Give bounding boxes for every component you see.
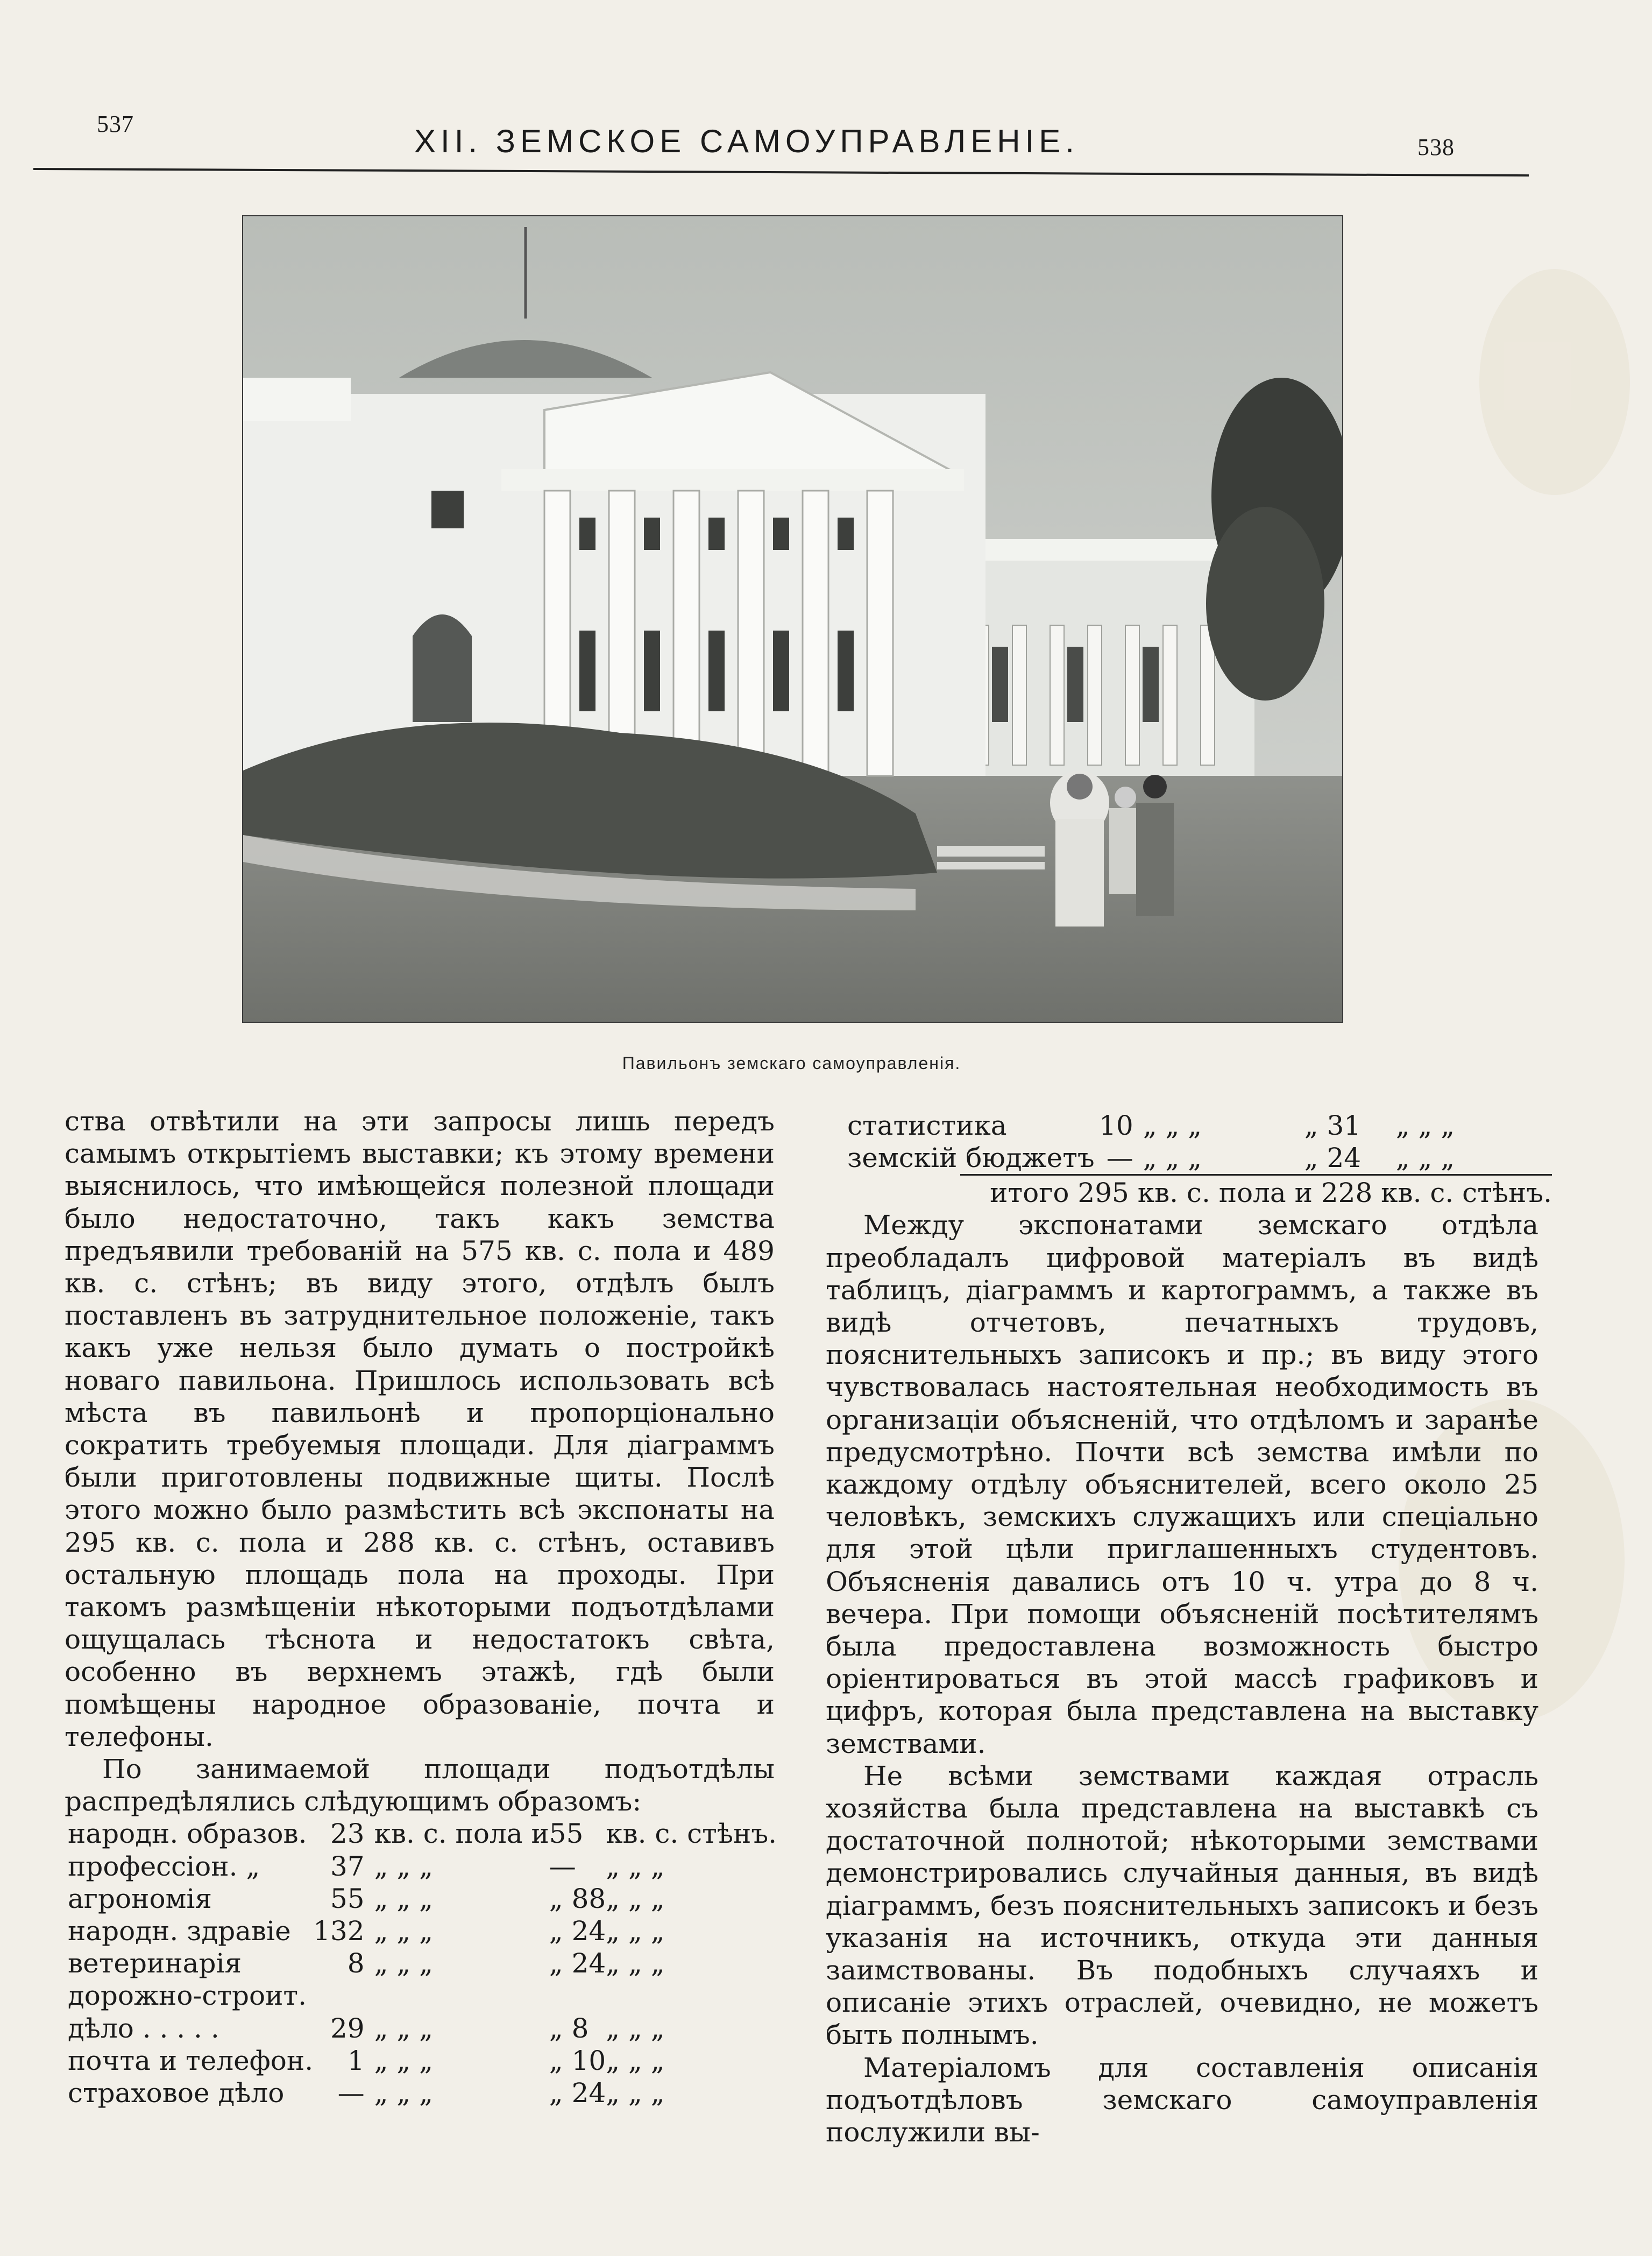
row-tail: „ „ „ bbox=[606, 2045, 665, 2076]
row-name: почта и телефон. bbox=[68, 2045, 314, 2076]
row-mid: „ „ „ bbox=[1143, 1142, 1202, 1174]
row-floor: 132 bbox=[313, 1915, 365, 1947]
figure-caption: Павильонъ земскаго самоуправленія. bbox=[622, 1053, 961, 1073]
row-tail: „ „ „ bbox=[606, 1948, 665, 1979]
row-mid: „ „ „ bbox=[1143, 1110, 1202, 1141]
row-wall: „ 8 bbox=[549, 2012, 589, 2044]
table-row bbox=[68, 2077, 777, 2109]
row-floor: — bbox=[337, 2077, 365, 2109]
row-wall: „ 88 bbox=[549, 1883, 606, 1914]
right-paragraph-2: Не всѣми земствами каждая отрасль хозяйства была представлена на выставкѣ съ достаточной полнотой; нѣкоторыми земствами демонстрировались случайныя данныя, въ видѣ діаграммъ, безъ пояснительныхъ записокъ и безъ указанія на источникъ, откуда эти данныя заимствованы. Въ подобныхъ случаяхъ и описаніе этихъ отраслей, очевидно, не можетъ быть полнымъ. bbox=[826, 1760, 1538, 2051]
right-paragraph-3: Матеріаломъ для составленія описанія подъотдѣловъ земскаго самоуправленія послужили вы- bbox=[826, 2052, 1538, 2148]
row-mid: „ „ „ bbox=[374, 1883, 434, 1914]
row-name: профессіон. „ bbox=[68, 1850, 260, 1882]
table-row bbox=[68, 1817, 777, 1850]
right-paragraph-1: Между экспонатами земскаго отдѣла преобладалъ цифровой матеріалъ въ видѣ таблицъ, діаграммъ и картограммъ, а также въ видѣ отчетовъ, печатныхъ трудовъ, пояснительныхъ записокъ и пр.; въ виду этого чувствовалась настоятельная необходимость въ организаціи объясненій, что отдѣломъ и заранѣе предусмотрѣно. Почти всѣ земства имѣли по каждому отдѣлу объяснителей, всего около 25 человѣкъ, земскихъ служащихъ или спеціально для этой цѣли приглашенныхъ студентовъ. Объясненія давались отъ 10 ч. утра до 8 ч. вечера. При помощи объясненій посѣтителямъ была предоставлена возможность быстро оріентироваться въ этой массѣ графиковъ и цифръ, которая была представлена на выставку земствами. bbox=[826, 1210, 1538, 1759]
row-mid: кв. с. пола и bbox=[374, 1818, 549, 1850]
row-floor: 10 bbox=[1099, 1110, 1133, 1141]
row-floor: 29 bbox=[330, 2012, 365, 2044]
row-tail: „ „ „ bbox=[606, 1883, 665, 1914]
table-row bbox=[68, 1947, 777, 1979]
row-mid: „ „ „ bbox=[374, 2045, 434, 2076]
row-wall: 55 bbox=[549, 1818, 584, 1850]
row-name: агрономія bbox=[68, 1883, 212, 1914]
page-number-right: 538 bbox=[1417, 134, 1455, 160]
row-mid: „ „ „ bbox=[374, 1850, 434, 1882]
table-row bbox=[68, 1883, 777, 1915]
area-table-left bbox=[68, 1817, 777, 2109]
area-table-right bbox=[847, 1109, 1520, 1174]
row-floor: 55 bbox=[330, 1883, 365, 1914]
table-row bbox=[68, 2045, 777, 2077]
row-name: статистика bbox=[847, 1110, 1007, 1141]
row-floor bbox=[313, 1979, 374, 2012]
row-floor: 1 bbox=[347, 2045, 365, 2076]
table-row bbox=[68, 1850, 777, 1883]
table-row bbox=[68, 2012, 777, 2045]
row-tail bbox=[606, 1979, 777, 2012]
row-wall: „ 10 bbox=[549, 2045, 606, 2076]
row-wall: „ 24 bbox=[549, 1948, 606, 1979]
row-name: страховое дѣло bbox=[68, 2077, 285, 2109]
table-row bbox=[68, 1915, 777, 1947]
row-mid: „ „ „ bbox=[374, 2012, 434, 2044]
row-tail: „ „ „ bbox=[1395, 1142, 1455, 1174]
row-tail: „ „ „ bbox=[606, 2077, 665, 2109]
row-tail: „ „ „ bbox=[1395, 1110, 1455, 1141]
left-paragraph-2: По занимаемой площади подъотдѣлы распредѣлялись слѣдующимъ образомъ: bbox=[65, 1753, 775, 1817]
row-wall: „ 24 bbox=[549, 1915, 606, 1947]
row-name: дорожно-строит. bbox=[68, 1980, 307, 2012]
left-paragraph-1: ства отвѣтили на эти запросы лишь передъ самымъ открытіемъ выставки; къ этому времени выяснилось, что имѣющейся полезной площади было недостаточно, такъ какъ земства предъявили требованій на 575 кв. с. пола и 489 кв. с. стѣнъ; въ виду этого, отдѣлъ былъ поставленъ въ затруднительное положеніе, такъ какъ уже нельзя было думать о постройкѣ новаго павильона. Пришлось использовать всѣ мѣста въ павильонѣ и пропорціонально сократить требуемыя площади. Для діаграммъ были приготовлены подвижные щиты. Послѣ этого можно было размѣстить всѣ экспонаты на 295 кв. с. пола и 288 кв. с. стѣнъ, оставивъ остальную площадь пола на проходы. При такомъ размѣщеніи нѣкоторыми подъотдѣлами ощущалась тѣснота и недостатокъ свѣта, особенно въ верхнемъ этажѣ, гдѣ были помѣщены народное образованіе, почта и телефоны. bbox=[65, 1106, 775, 1752]
row-tail: „ „ „ bbox=[606, 1915, 665, 1947]
page-number-left: 537 bbox=[97, 111, 134, 137]
header-rule bbox=[33, 168, 1529, 176]
table-total: итого 295 кв. с. пола и 228 кв. с. стѣнъ. bbox=[960, 1174, 1552, 1209]
row-tail: „ „ „ bbox=[606, 2012, 665, 2044]
table-row bbox=[847, 1109, 1520, 1142]
running-title: XII. ЗЕМСКОЕ САМОУПРАВЛЕНIЕ. bbox=[414, 123, 1079, 159]
row-floor: 8 bbox=[347, 1948, 365, 1979]
row-mid bbox=[374, 1979, 549, 2012]
right-column bbox=[826, 1109, 1552, 2148]
row-floor: 37 bbox=[330, 1850, 365, 1882]
row-floor: 23 bbox=[330, 1818, 365, 1850]
paper-stain bbox=[1479, 269, 1630, 495]
row-mid: „ „ „ bbox=[374, 2077, 434, 2109]
row-mid: „ „ „ bbox=[374, 1948, 434, 1979]
row-name: ветеринарія bbox=[68, 1948, 242, 1979]
row-name: народн. образов. bbox=[68, 1818, 307, 1850]
row-wall: „ 24 bbox=[549, 2077, 606, 2109]
row-wall: „ 24 bbox=[1304, 1142, 1362, 1174]
row-tail: кв. с. стѣнъ. bbox=[606, 1818, 777, 1850]
row-name: дѣло . . . . . bbox=[68, 2012, 219, 2044]
pavilion-illustration bbox=[243, 216, 1342, 1022]
row-floor: — bbox=[1106, 1142, 1133, 1174]
left-column bbox=[65, 1105, 775, 2109]
row-wall: „ 31 bbox=[1304, 1110, 1362, 1141]
row-mid: „ „ „ bbox=[374, 1915, 434, 1947]
table-row bbox=[68, 1979, 777, 2012]
row-wall: — bbox=[549, 1850, 576, 1882]
row-name: земскій бюджетъ bbox=[847, 1142, 1095, 1174]
row-tail: „ „ „ bbox=[606, 1850, 665, 1882]
row-wall bbox=[549, 1979, 606, 2012]
pavilion-photograph bbox=[242, 215, 1343, 1023]
row-name: народн. здравіе bbox=[68, 1915, 291, 1947]
table-row bbox=[847, 1142, 1520, 1174]
